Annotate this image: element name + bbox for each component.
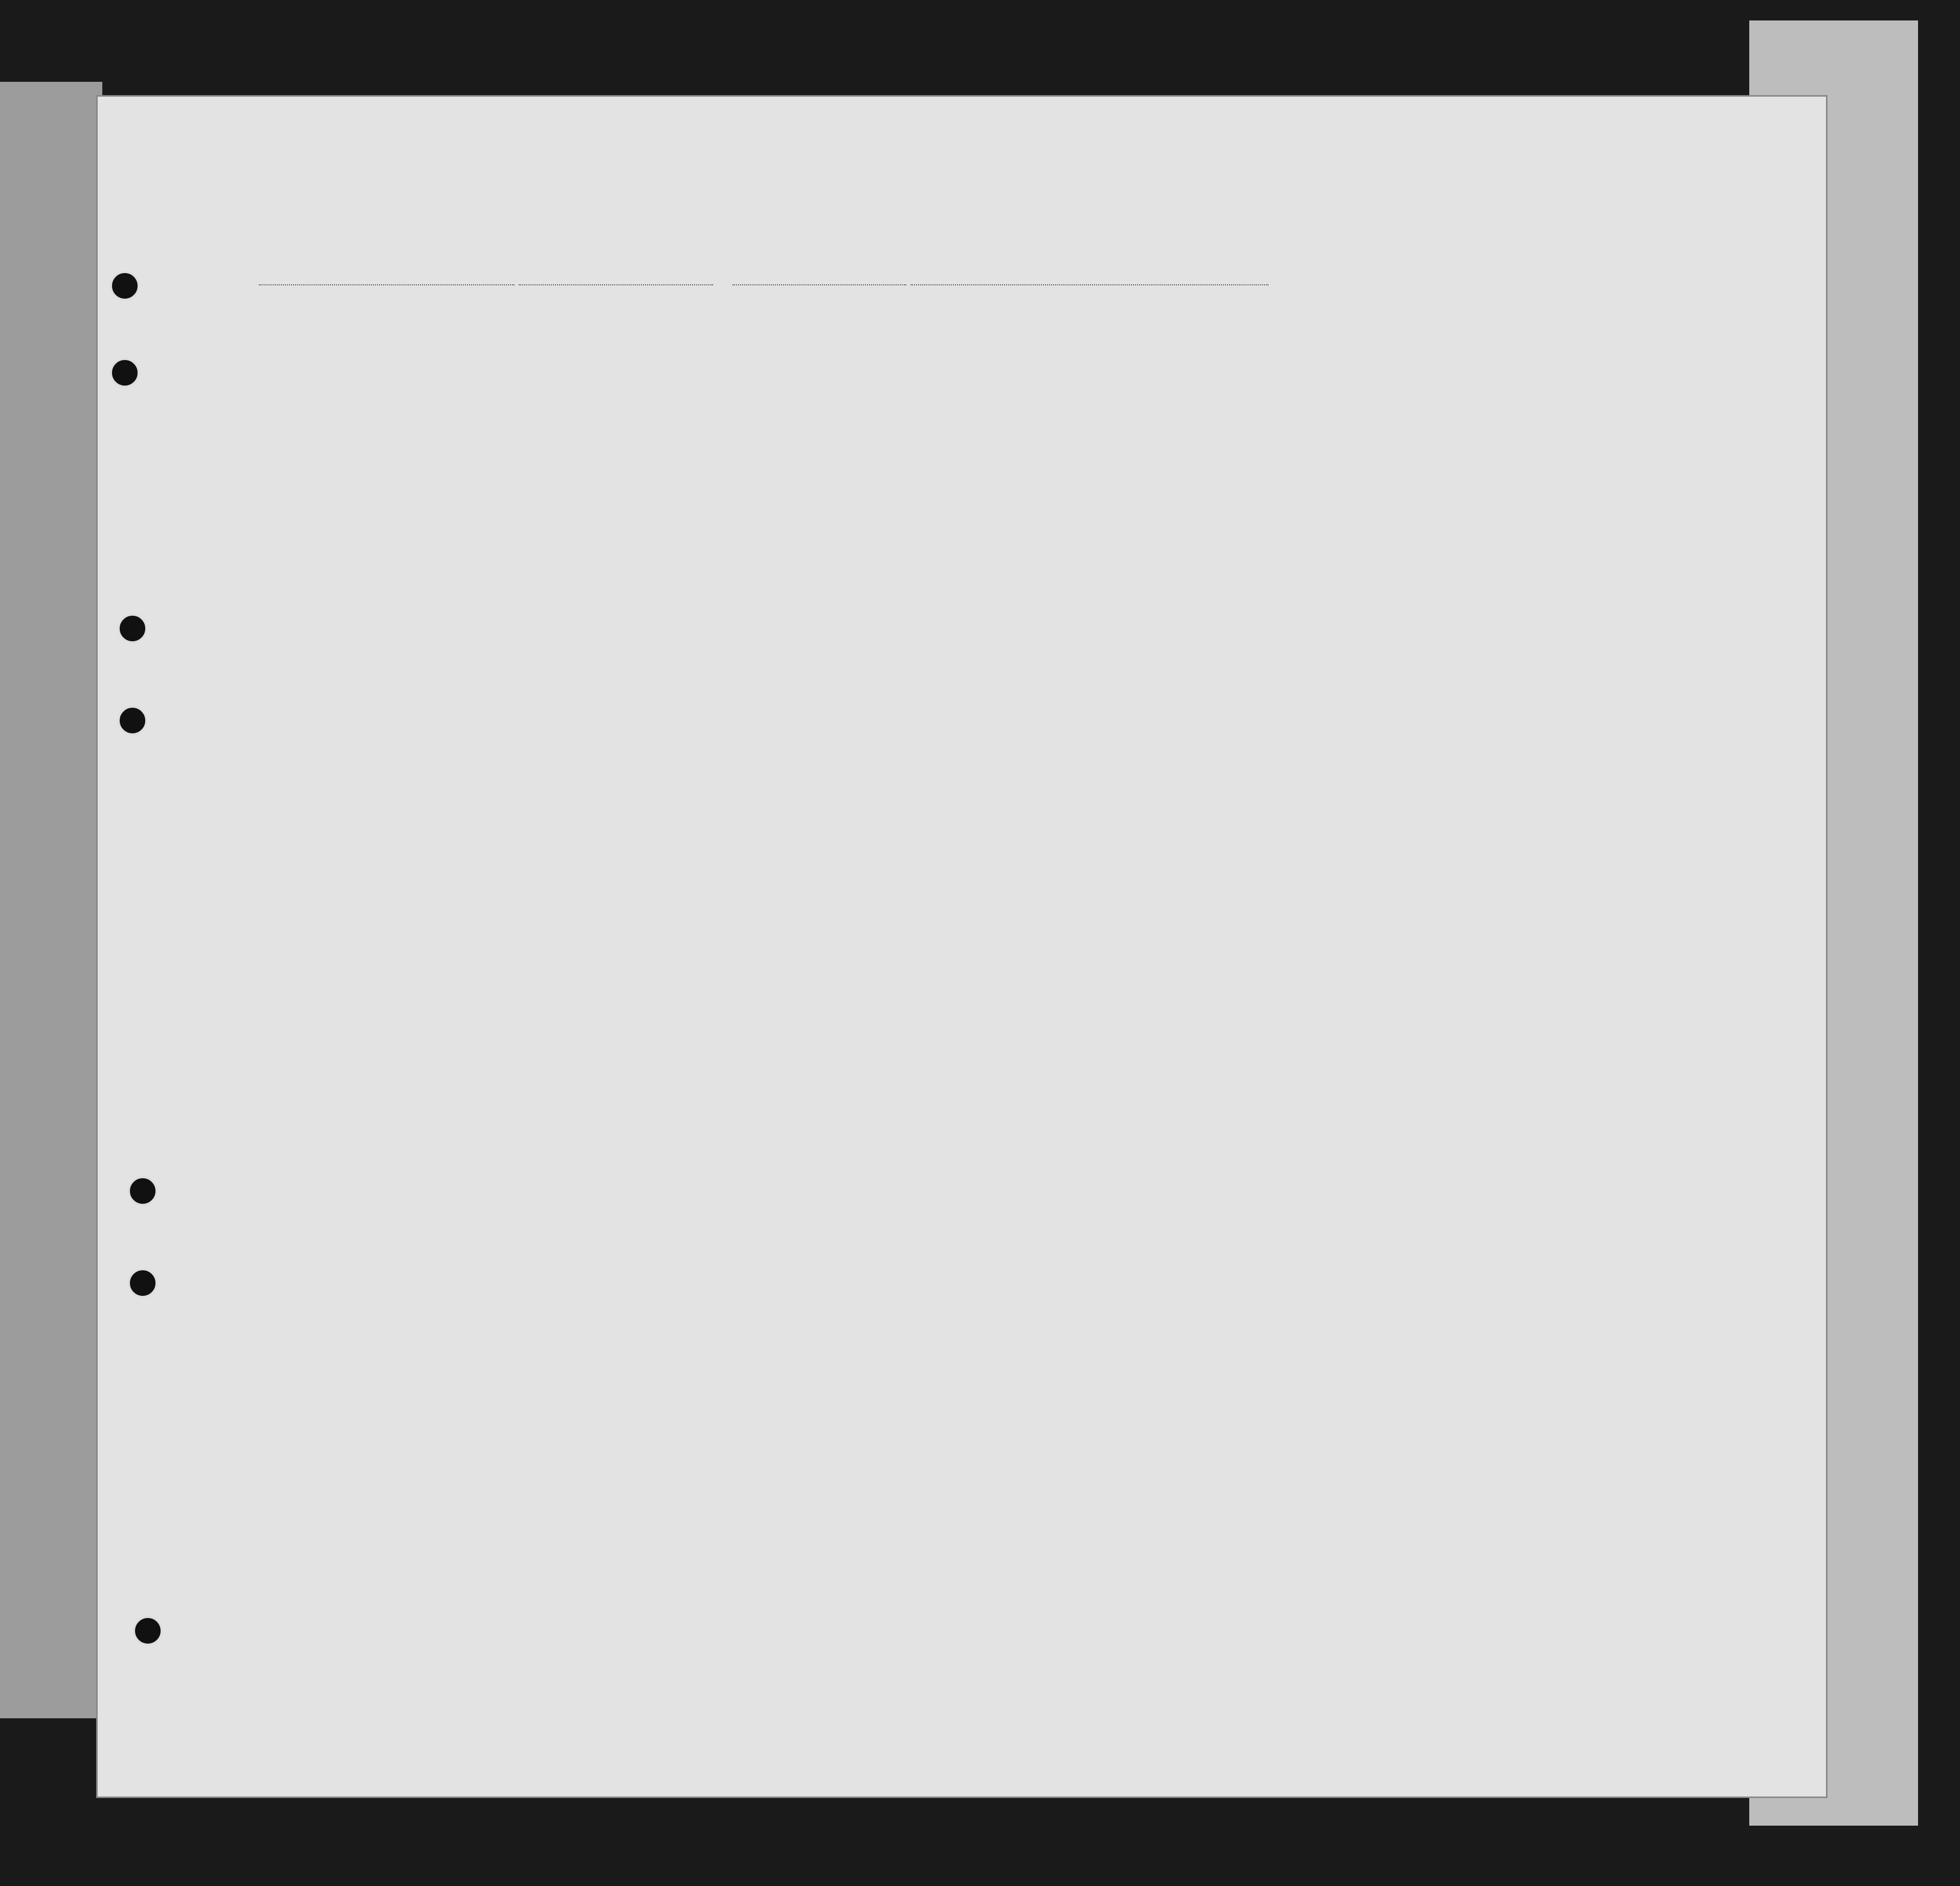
binder-hole	[118, 614, 147, 643]
table-grid	[98, 97, 1826, 1797]
under-sheet-left	[0, 82, 102, 1718]
binder-hole	[133, 1616, 163, 1646]
manifest-page	[96, 95, 1828, 1798]
binder-hole	[110, 358, 140, 388]
binder-hole	[118, 706, 147, 735]
binder-hole	[128, 1176, 158, 1206]
binder-hole	[128, 1268, 158, 1298]
binder-hole	[110, 271, 140, 301]
